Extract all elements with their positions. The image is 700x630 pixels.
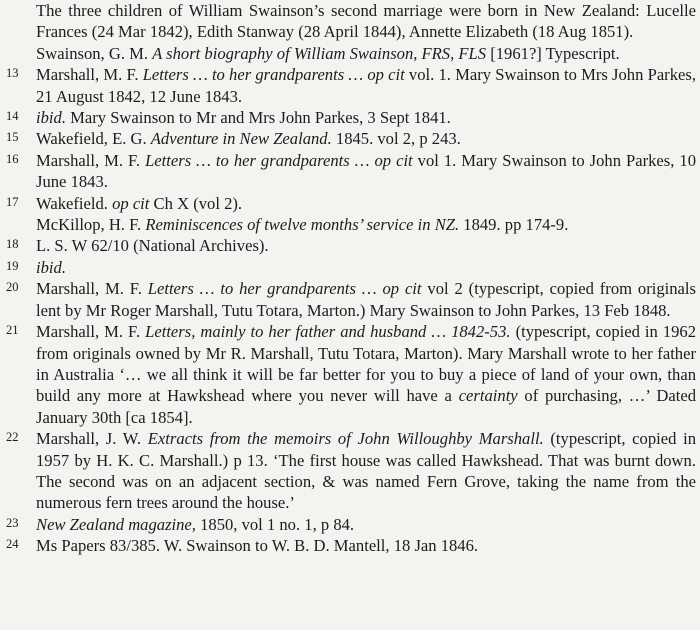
endnote [0, 107, 696, 128]
endnote [0, 214, 696, 235]
endnote-italic-text: op cit [112, 193, 150, 213]
endnote-italic-text: Letters, mainly to her father and husband … 1842-53. [145, 322, 511, 342]
endnote-text: McKillop, H. F. [36, 215, 146, 235]
endnote-text: Marshall, M. F. [36, 279, 148, 299]
endnote-number: 24 [6, 537, 19, 552]
endnote-number: 23 [6, 515, 19, 530]
endnote-number: 22 [6, 430, 19, 445]
endnote-italic-text: ibid. [36, 108, 66, 128]
endnote-text: Swainson, G. M. [36, 43, 153, 63]
endnote-text: Marshall, M. F. [36, 322, 146, 342]
endnote [0, 535, 696, 556]
endnote [0, 278, 696, 321]
endnote-number: 19 [6, 258, 19, 273]
endnote-italic-text: Reminiscences of twelve months’ service in NZ. [145, 215, 460, 235]
endnote-text: (typescript, copied in 1957 by H. K. C. Marshall.) p 13. ‘The first house was called Hawkshead. That was burnt down. The second was on an adjacent section, & was named Fern Grove, taking the name from the numerous fern trees around the house.’ [36, 429, 696, 513]
endnote-number: 21 [6, 323, 19, 338]
endnote-text: Marshall, M. F. [36, 65, 143, 85]
endnote-number: 18 [6, 237, 19, 252]
endnote-number: 15 [6, 130, 19, 145]
endnote [0, 64, 696, 107]
endnote-text: Wakefield. [36, 193, 113, 213]
endnote-number: 17 [6, 194, 19, 209]
endnote-italic-text: ibid. [36, 257, 66, 277]
endnote-number: 20 [6, 280, 19, 295]
endnote-text: The three children of William Swainson’s second marriage were born in New Zealand: Lucelle Frances (24 Mar 1842), Edith Stanway (28 April 1844), Annette Elizabeth (18 Aug 1851). [36, 1, 696, 42]
endnote-italic-text: certainty [458, 386, 518, 406]
endnote-text: vol. 1. Mary Swainson to Mrs John Parkes, 21 August 1842, 12 June 1843. [36, 65, 696, 106]
endnote [0, 514, 696, 535]
endnote-text: Mary Swainson to Mr and Mrs John Parkes, 3 Sept 1841. [65, 108, 451, 128]
endnote-text: of purchasing, …’ Dated January 30th [ca 1854]. [36, 386, 696, 427]
endnote-text: 1850, vol 1 no. 1, p 84. [195, 514, 355, 534]
endnote [0, 428, 696, 514]
endnote [0, 321, 696, 428]
endnote [0, 257, 696, 278]
endnote-text: 1849. pp 174-9. [459, 215, 569, 235]
endnote [0, 150, 696, 193]
endnote [0, 0, 696, 43]
endnote-italic-text: Letters … to her grandparents … op cit [147, 279, 422, 299]
endnote-text: vol 2 (typescript, copied from originals lent by Mr Roger Marshall, Tutu Totara, Marton.) Mary Swainson to John Parkes, 13 Feb 1848. [36, 279, 696, 320]
endnote-italic-text: Extracts from the memoirs of John Willoughby Marshall. [147, 429, 544, 449]
endnote-italic-text: Letters … to her grandparents … op cit [145, 150, 413, 170]
endnote-italic-text: Adventure in New Zealand. [150, 129, 332, 149]
endnote-italic-text: A short biography of William Swainson, FRS, FLS [152, 43, 487, 63]
endnote-text: [1961?] Typescript. [486, 43, 620, 63]
endnote-text: Marshall, J. W. [36, 429, 148, 449]
endnote-number: 13 [6, 66, 19, 81]
endnote-number: 16 [6, 151, 19, 166]
endnote-text: Ch X (vol 2). [149, 193, 243, 213]
endnote [0, 43, 696, 64]
endnote [0, 193, 696, 214]
endnote [0, 235, 696, 256]
endnote-italic-text: Letters … to her grandparents … op cit [142, 65, 405, 85]
endnote-italic-text: New Zealand magazine, [36, 514, 196, 534]
endnote-text: vol 1. Mary Swainson to John Parkes, 10 June 1843. [36, 150, 696, 192]
endnote-text: Marshall, M. F. [36, 150, 146, 170]
endnote-text: Wakefield, E. G. [36, 129, 151, 149]
endnote-number: 14 [6, 109, 19, 124]
endnote-text: Ms Papers 83/385. W. Swainson to W. B. D. Mantell, 18 Jan 1846. [36, 536, 479, 556]
endnote-text: 1845. vol 2, p 243. [331, 129, 461, 149]
endnote-text: (typescript, copied in 1962 from originals owned by Mr R. Marshall, Tutu Totara, Marton). Mary Marshall wrote to her father in Australia ‘… we all think it will be far better for you to buy a piece of land of your own, than build any more at Hawkshead where you never will have a [36, 322, 697, 406]
endnote-text: L. S. W 62/10 (National Archives). [36, 236, 269, 256]
endnote [0, 128, 696, 149]
